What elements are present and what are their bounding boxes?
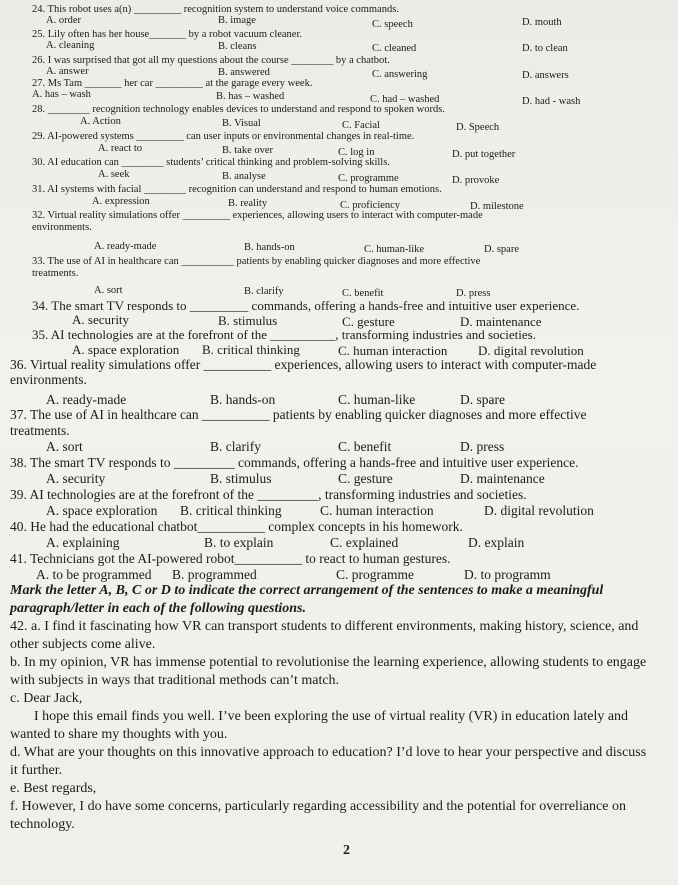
question-stem-continued: treatments. [10, 423, 70, 438]
option-b: B. stimulus [218, 313, 278, 328]
question-stem: 28. ________ recognition technology enables devices to understand and respond to spoken words. [32, 104, 445, 115]
option-c: C. programme [338, 173, 399, 184]
option-c: C. explained [330, 535, 399, 550]
option-c: C. gesture [342, 314, 395, 329]
option-b: B. clarify [244, 286, 284, 297]
option-d: D. milestone [470, 201, 524, 212]
option-b: B. reality [228, 198, 268, 209]
option-d: D. spare [460, 392, 505, 407]
option-c: C. log in [338, 147, 375, 158]
option-c: C. gesture [338, 471, 393, 486]
option-a: A. ready-made [94, 241, 157, 252]
sentence-c: c. Dear Jack, [10, 691, 83, 706]
option-b: B. hands-on [244, 242, 295, 253]
sentence-a: 42. a. I find it fascinating how VR can transport students to different environments, making history, science, and [10, 619, 639, 634]
question-stem: 31. AI systems with facial ________ recognition can understand and respond to human emotions. [32, 184, 442, 195]
option-a: A. space exploration [46, 503, 158, 518]
question-stem: 41. Technicians got the AI-powered robot__________ to react to human gestures. [10, 551, 451, 566]
option-b: B. critical thinking [180, 503, 282, 518]
option-b: B. critical thinking [202, 342, 300, 357]
option-a: A. cleaning [46, 40, 95, 51]
option-d: D. maintenance [460, 471, 545, 486]
instruction-line-2: paragraph/letter in each of the following questions. [10, 601, 306, 616]
question-stem: 26. I was surprised that got all my questions about the course ________ by a chatbot. [32, 55, 390, 66]
option-b: B. has – washed [216, 91, 285, 102]
option-a: A. space exploration [72, 342, 180, 357]
question-stem-continued: treatments. [32, 268, 79, 279]
question-stem: 25. Lily often has her house_______ by a robot vacuum cleaner. [32, 29, 303, 40]
option-a: A. security [72, 312, 130, 327]
option-d: D. to programm [464, 567, 551, 582]
question-stem-continued: environments. [32, 222, 92, 233]
option-a: A. answer [46, 66, 89, 77]
option-b: B. stimulus [210, 471, 272, 486]
question-stem: 33. The use of AI in healthcare can __________ patients by enabling quicker diagnoses and more effective [32, 256, 481, 267]
option-a: A. explaining [46, 535, 120, 550]
sentence-b: b. In my opinion, VR has immense potential to revolutionise the learning experience, allowing students to engage [10, 655, 647, 670]
option-a: A. order [46, 15, 81, 26]
option-a: A. expression [92, 196, 150, 207]
option-d: D. mouth [522, 17, 562, 28]
option-c: C. human interaction [338, 343, 448, 358]
question-stem: 40. He had the educational chatbot__________ complex concepts in his homework. [10, 519, 463, 534]
option-c: C. human-like [364, 244, 425, 255]
option-a: A. react to [98, 143, 143, 154]
option-b: B. image [218, 15, 256, 26]
question-stem: 29. AI-powered systems _________ can user inputs or environmental changes in real-time. [32, 131, 415, 142]
option-d: D. explain [468, 535, 525, 550]
option-d: D. put together [452, 149, 516, 160]
question-stem: 30. AI education can ________ students’ critical thinking and problem-solving skills. [32, 157, 390, 168]
option-a: A. sort [94, 285, 123, 296]
sentence-e: e. Best regards, [10, 781, 97, 796]
question-stem-continued: environments. [10, 372, 87, 387]
option-c: C. speech [372, 19, 413, 30]
option-d: D. provoke [452, 175, 500, 186]
option-c: C. proficiency [340, 200, 401, 211]
option-b: B. Visual [222, 118, 261, 129]
question-stem: 24. This robot uses a(n) _________ recognition system to understand voice commands. [32, 4, 399, 15]
option-d: D. maintenance [460, 314, 542, 329]
option-b: B. to explain [204, 535, 274, 550]
sentence-d-continued: it further. [10, 763, 63, 778]
sentence-c-continued: wanted to share my thoughts with you. [10, 727, 228, 742]
option-c: C. had – washed [370, 94, 440, 105]
option-b: B. take over [222, 145, 274, 156]
question-stem: 38. The smart TV responds to _________ commands, offering a hands-free and intuitive user experience. [10, 455, 579, 470]
option-d: D. to clean [522, 43, 568, 54]
option-a: A. seek [98, 169, 130, 180]
option-d: D. press [456, 288, 491, 299]
instruction-line-1: Mark the letter A, B, C or D to indicate the correct arrangement of the sentences to make a meaningful [10, 583, 604, 598]
option-c: C. Facial [342, 120, 380, 131]
option-c: C. benefit [338, 439, 392, 454]
option-a: A. security [46, 471, 106, 486]
option-c: C. human interaction [320, 503, 434, 518]
question-stem: 37. The use of AI in healthcare can __________ patients by enabling quicker diagnoses and more effective [10, 407, 587, 422]
option-a: A. to be programmed [36, 567, 152, 582]
option-a: A. Action [80, 116, 121, 127]
sentence-b-continued: with subjects in ways that traditional methods can’t match. [10, 673, 340, 688]
question-stem: 39. AI technologies are at the forefront of the _________, transforming industries and societies. [10, 487, 527, 502]
sentence-f-continued: technology. [10, 817, 75, 832]
question-stem: 27. Ms Tam _______ her car _________ at the garage every week. [32, 78, 313, 89]
question-stem: 36. Virtual reality simulations offer __________ experiences, allowing users to interact with computer-made [10, 357, 597, 372]
option-d: D. had - wash [522, 96, 581, 107]
option-b: B. analyse [222, 171, 266, 182]
option-c: C. cleaned [372, 43, 417, 54]
option-c: C. benefit [342, 288, 384, 299]
option-b: B. clarify [210, 439, 261, 454]
option-d: D. digital revolution [478, 343, 584, 358]
option-d: D. Speech [456, 122, 500, 133]
option-a: A. has – wash [32, 89, 91, 100]
sentence-f: f. However, I do have some concerns, particularly regarding accessibility and the potential for overreliance on [10, 799, 626, 814]
option-b: B. answered [218, 67, 270, 78]
question-stem: 35. AI technologies are at the forefront of the __________, transforming industries and societies. [32, 327, 536, 342]
option-d: D. answers [522, 70, 569, 81]
option-d: D. digital revolution [484, 503, 594, 518]
question-stem: 32. Virtual reality simulations offer _________ experiences, allowing users to interact with computer-made [32, 210, 483, 221]
option-b: B. programmed [172, 567, 257, 582]
sentence-d: d. What are your thoughts on this innovative approach to education? I’d love to hear your perspective and discuss [10, 745, 647, 760]
sentence-c-body: I hope this email finds you well. I’ve been exploring the use of virtual reality (VR) in education lately and [34, 709, 629, 724]
option-d: D. spare [484, 244, 519, 255]
option-c: C. human-like [338, 392, 416, 407]
option-c: C. programme [336, 567, 414, 582]
page-number: 2 [343, 843, 350, 858]
option-b: B. hands-on [210, 392, 276, 407]
option-a: A. ready-made [46, 392, 127, 407]
option-b: B. cleans [218, 41, 257, 52]
option-c: C. answering [372, 69, 428, 80]
question-stem: 34. The smart TV responds to _________ commands, offering a hands-free and intuitive user experience. [32, 298, 580, 313]
option-a: A. sort [46, 439, 83, 454]
option-d: D. press [460, 439, 505, 454]
sentence-a-continued: other subjects come alive. [10, 637, 156, 652]
